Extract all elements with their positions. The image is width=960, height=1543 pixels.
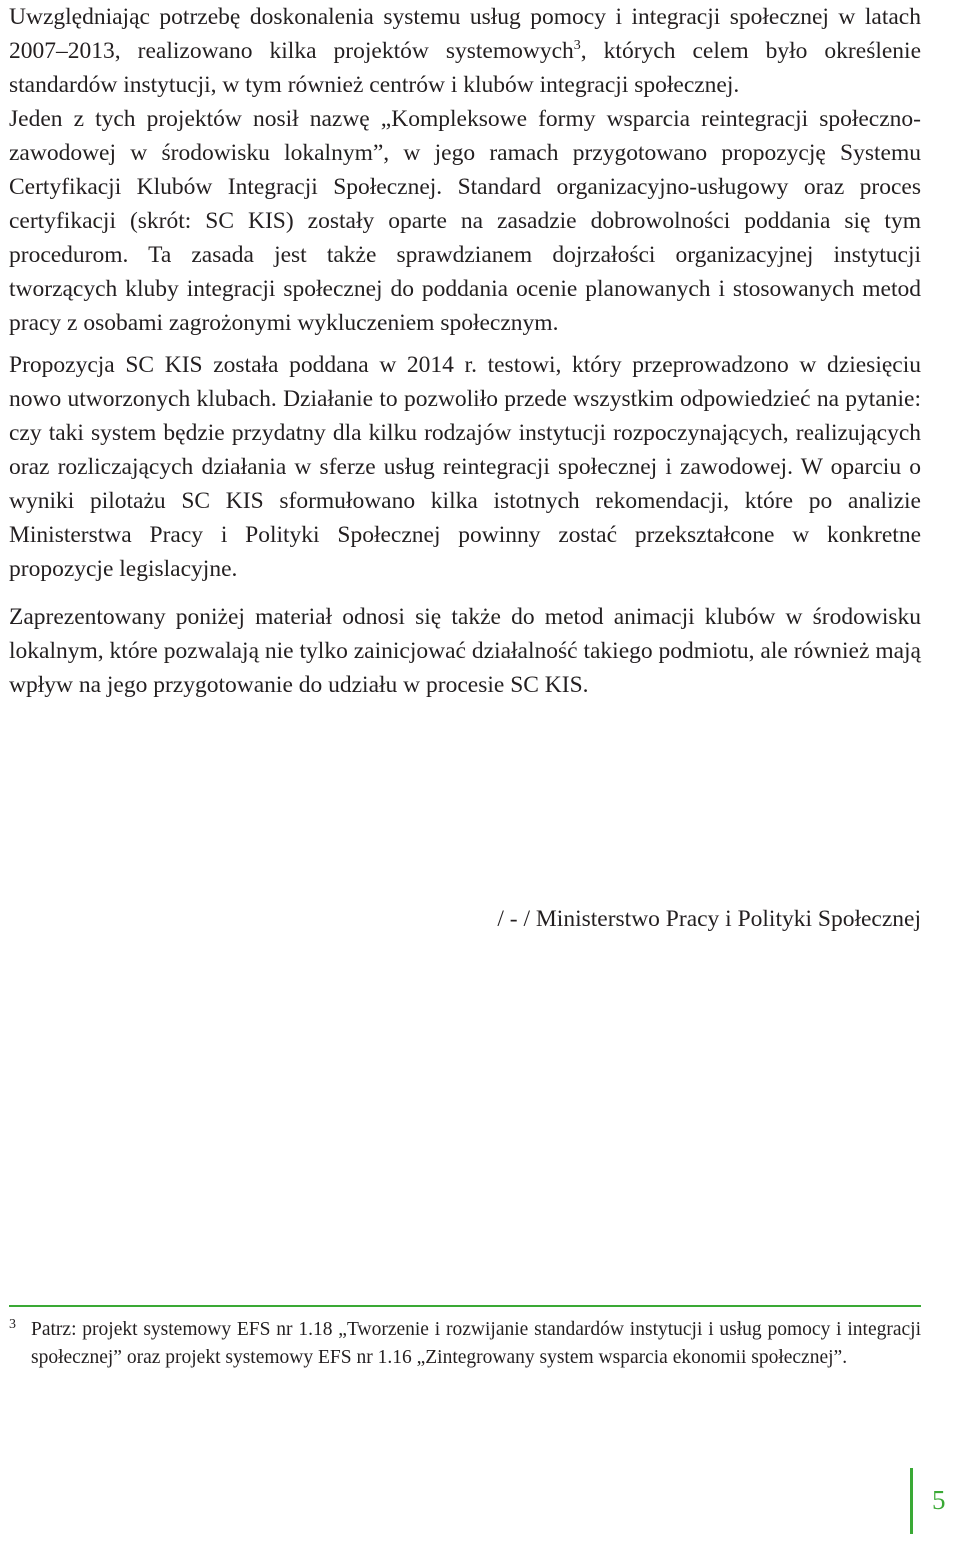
footnote-number: 3 (9, 1317, 16, 1332)
paragraph-4: Zaprezentowany poniżej materiał odnosi się także do metod animacji klubów w środowisku lokalnym, które pozwalają nie tylko zainicjować działalność takiego podmiotu, ale również mają wpływ na jego przygotowanie do udziału w procesie SC KIS. (9, 604, 921, 698)
body-text (9, 0, 921, 702)
paragraph-1-text-end: , których celem było określenie standardów instytucji, w tym również centrów i klubów integracji społecznej. (9, 38, 922, 98)
footnote (9, 1316, 921, 1372)
signature: / - / Ministerstwo Pracy i Polityki Społecznej (497, 906, 921, 932)
footnote-reference[interactable]: 3 (573, 38, 581, 54)
page-number: 5 (932, 1485, 946, 1515)
footnote-divider (9, 1305, 921, 1307)
document-page (9, 0, 921, 1543)
paragraph-2: Jeden z tych projektów nosił nazwę „Kompleksowe formy wsparcia reintegracji społeczno-zawodowej w środowisku lokalnym”, w jego ramach przygotowano propozycję Systemu Certyfikacji Klubów Integracji Społecznej. Standard organizacyjno-usługowy oraz proces certyfikacji (skrót: SC KIS) zostały oparte na zasadzie dobrowolności poddania się tym procedurom. Ta zasada jest także sprawdzianem dojrzałości organizacyjnej instytucji tworzących kluby integracji społecznej do poddania ocenie planowanych i stosowanych metod pracy z osobami zagrożonymi wykluczeniem społecznym. (9, 106, 921, 336)
paragraph-3: Propozycja SC KIS została poddana w 2014 r. testowi, który przeprowadzono w dziesięciu nowo utworzonych klubach. Działanie to pozwoliło przede wszystkim odpowiedzieć na pytanie: czy taki system będzie przydatny dla kilku rodzajów instytucji rozpoczynających, realizujących oraz rozliczających działania w sferze usług reintegracji społecznej i zawodowej. W oparciu o wyniki pilotażu SC KIS sformułowano kilka istotnych rekomendacji, które po analizie Ministerstwa Pracy i Polityki Społecznej powinny zostać przekształcone w konkretne propozycje legislacyjne. (9, 352, 921, 582)
paragraph-1-text-start: Uwzględniając potrzebę doskonalenia systemu usług pomocy i integracji społecznej w latach 2007–2013, realizowano kilka projektów systemowych (9, 4, 921, 64)
page-number-bar (910, 1468, 913, 1534)
footnote-text: Patrz: projekt systemowy EFS nr 1.18 „Tworzenie i rozwijanie standardów instytucji i usług pomocy i integracji społecznej” oraz projekt systemowy EFS nr 1.16 „Zintegrowany system wsparcia ekonomii społecznej”. (31, 1319, 921, 1368)
paragraph-1 (9, 0, 921, 102)
